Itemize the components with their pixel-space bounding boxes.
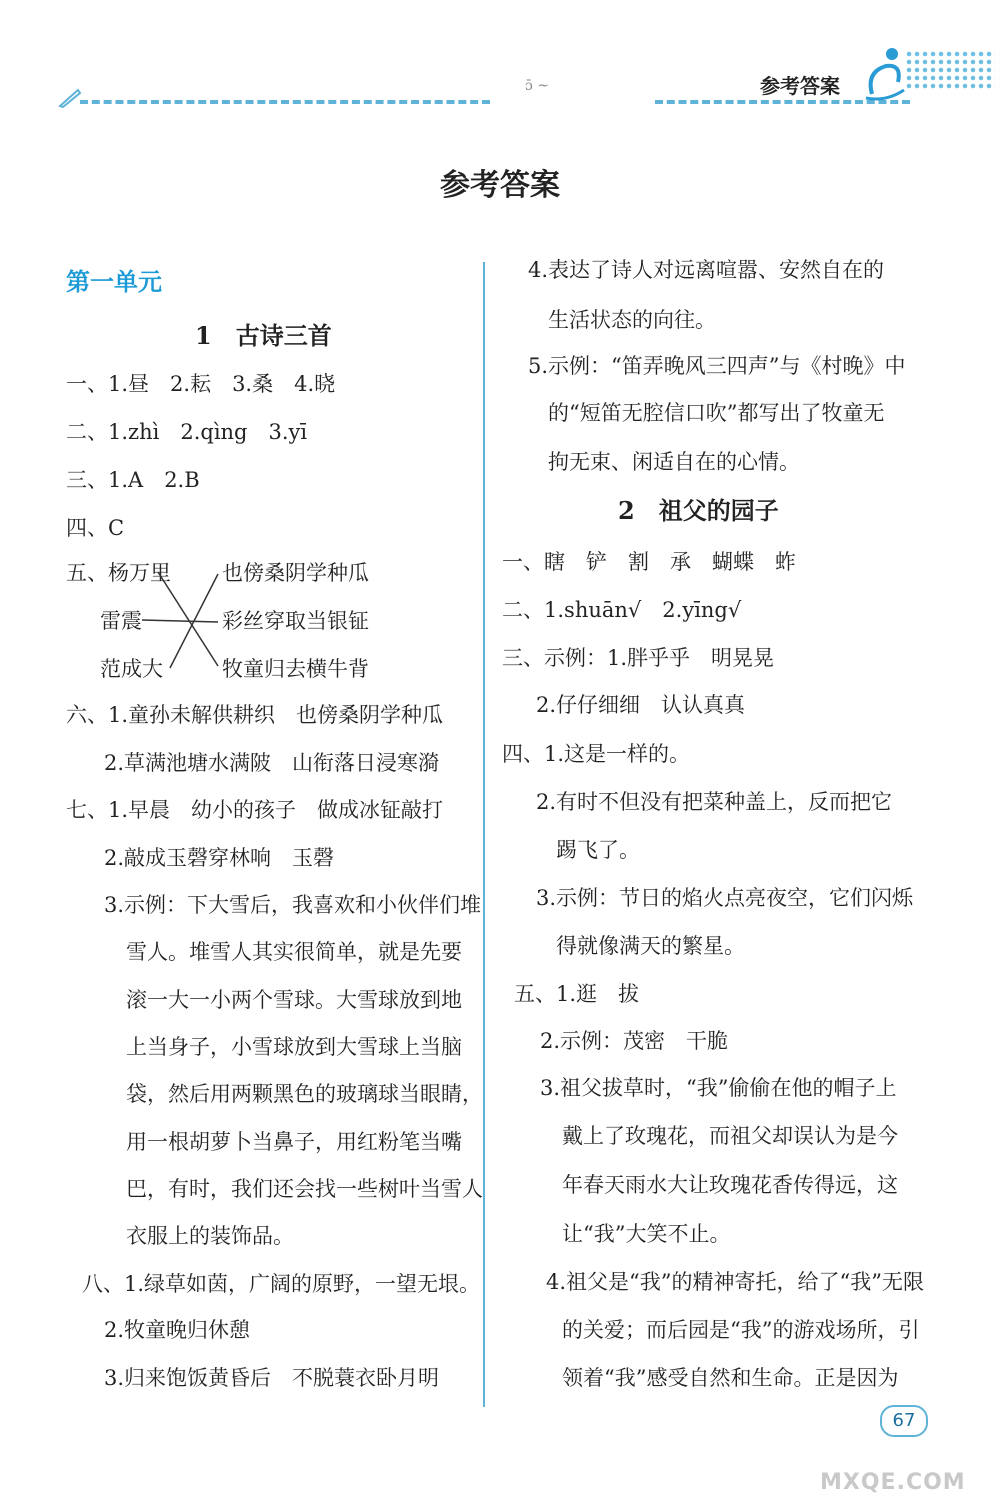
matching-lines: [140, 560, 230, 680]
page-title: 参考答案: [440, 168, 560, 203]
match-left-1: 五、杨万里: [66, 561, 171, 585]
answer-line: 四、1.这是一样的。: [502, 742, 691, 766]
header-dashed-rule-left: [80, 100, 490, 104]
answer-line: 2.敲成玉磬穿林响 玉磬: [104, 846, 335, 870]
answer-line: 领着“我”感受自然和生命。正是因为: [562, 1366, 899, 1390]
header-mid-mark: ɔ̄ ~: [525, 78, 550, 94]
answer-line: 的关爱；而后园是“我”的游戏场所，引: [562, 1318, 920, 1342]
section-heading-1: 1 古诗三首: [195, 321, 332, 350]
answer-line: 袋，然后用两颗黑色的玻璃球当眼睛，: [126, 1082, 483, 1106]
page-number: 67: [880, 1405, 928, 1437]
answer-line: 六、1.童孙未解供耕织 也傍桑阴学种瓜: [66, 703, 444, 727]
answer-line: 二、1.zhì 2.qìng 3.yī: [66, 420, 308, 444]
answer-line: 三、1.A 2.B: [66, 468, 200, 492]
answer-line: 用一根胡萝卜当鼻子，用红粉笔当嘴: [126, 1130, 462, 1154]
answer-line: 3.归来饱饭黄昏后 不脱蓑衣卧月明: [104, 1366, 440, 1390]
answer-line: 2.仔仔细细 认认真真: [536, 693, 746, 717]
answer-line: 2.示例：茂密 干脆: [540, 1029, 729, 1053]
answer-line: 2.草满池塘水满陂 山衔落日浸寒漪: [104, 751, 440, 775]
answer-line: 七、1.早晨 幼小的孩子 做成冰钲敲打: [66, 798, 444, 822]
answer-line: 巴，有时，我们还会找一些树叶当雪人: [126, 1177, 483, 1201]
answer-line: 上当身子，小雪球放到大雪球上当脑: [126, 1035, 462, 1059]
answer-line: 2.牧童晚归休憩: [104, 1318, 251, 1342]
answer-line: 一、瞎 铲 割 承 蝴蝶 蚱: [502, 550, 796, 574]
section-heading-2: 2 祖父的园子: [618, 496, 779, 525]
column-divider: [483, 262, 485, 1407]
answer-line: 4.表达了诗人对远离喧嚣、安然自在的: [528, 258, 885, 282]
unit-heading: 第一单元: [66, 268, 162, 296]
answer-line: 2.有时不但没有把菜种盖上，反而把它: [536, 790, 893, 814]
answer-line: 3.祖父拔草时，“我”偷偷在他的帽子上: [540, 1076, 897, 1100]
answer-line: 四、C: [66, 516, 125, 540]
answer-line: 年春天雨水大让玫瑰花香传得远，这: [562, 1173, 898, 1197]
answer-line: 八、1.绿草如茵，广阔的原野，一望无垠。: [82, 1272, 481, 1296]
answer-line: 雪人。堆雪人其实很简单，就是先要: [126, 940, 462, 964]
answer-line: 衣服上的装饰品。: [126, 1224, 294, 1248]
answer-line: 拘无束、闲适自在的心情。: [548, 450, 800, 474]
answer-line: 让“我”大笑不止。: [562, 1222, 731, 1246]
header-label: 参考答案: [760, 74, 840, 98]
answer-line: 踢飞了。: [556, 838, 640, 862]
answer-line: 五、1.逛 拔: [514, 982, 640, 1006]
match-right-2: 彩丝穿取当银钲: [222, 609, 369, 633]
answer-line: 滚一大一小两个雪球。大雪球放到地: [126, 988, 462, 1012]
answer-line: 得就像满天的繁星。: [556, 934, 745, 958]
answer-line: 一、1.昼 2.耘 3.桑 4.晓: [66, 372, 336, 396]
answer-line: 生活状态的向往。: [548, 308, 716, 332]
header-dot-pattern: [905, 50, 995, 90]
answer-line: 三、示例：1.胖乎乎 明晃晃: [502, 646, 775, 670]
answer-line: 二、1.shuān√ 2.yīng√: [502, 598, 742, 622]
answer-line: 的“短笛无腔信口吹”都写出了牧童无: [548, 401, 885, 425]
answer-line: 戴上了玫瑰花，而祖父却误认为是今: [562, 1124, 898, 1148]
match-left-3: 范成大: [100, 657, 163, 681]
answer-line: 4.祖父是“我”的精神寄托，给了“我”无限: [546, 1270, 924, 1294]
watermark: MXQE.COM: [820, 1470, 966, 1495]
match-right-1: 也傍桑阴学种瓜: [222, 561, 369, 585]
answer-line: 5.示例：“笛弄晚风三四声”与《村晚》中: [528, 354, 906, 378]
answer-line: 3.示例：节日的焰火点亮夜空，它们闪烁: [536, 886, 914, 910]
answer-line: 3.示例：下大雪后，我喜欢和小伙伴们堆: [104, 893, 482, 917]
match-right-3: 牧童归去横牛背: [222, 657, 369, 681]
figure-swirl-icon: [862, 44, 908, 102]
match-left-2: 雷震: [100, 609, 142, 633]
pencil-icon: [58, 86, 82, 108]
